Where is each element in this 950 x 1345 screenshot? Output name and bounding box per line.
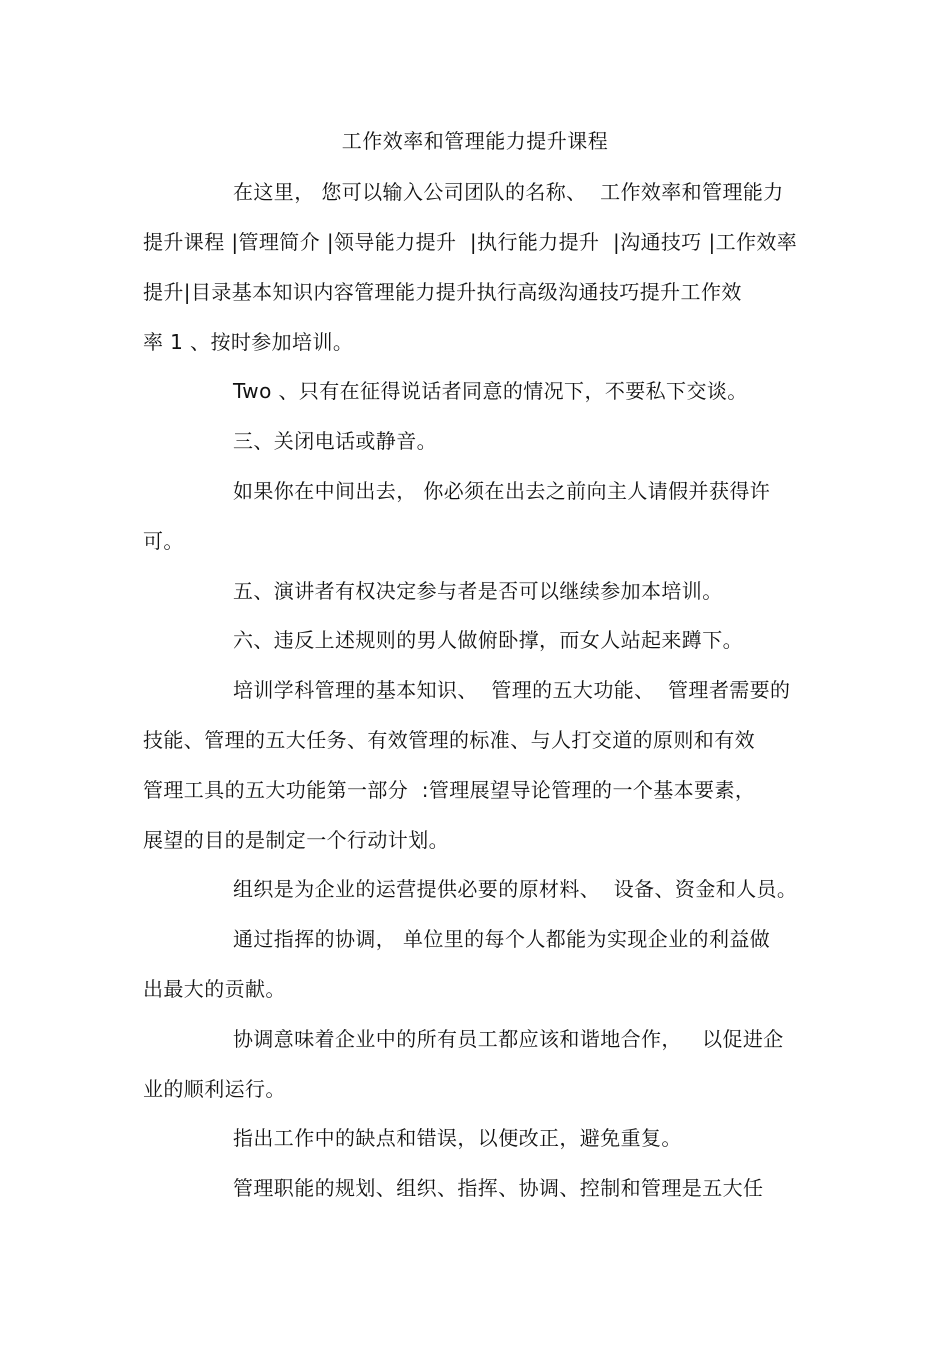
paragraph-line: 六、违反上述规则的男人做俯卧撑，而女人站起来蹲下。 bbox=[233, 628, 743, 652]
paragraph-line: 技能、管理的五大任务、有效管理的标准、与人打交道的原则和有效 bbox=[143, 728, 755, 752]
paragraph-line: 提升|目录基本知识内容管理能力提升执行高级沟通技巧提升工作效 bbox=[143, 280, 742, 304]
paragraph-line: 管理工具的五大功能第一部分 :管理展望导论管理的一个基本要素， bbox=[143, 778, 756, 802]
paragraph-line: 五、演讲者有权决定参与者是否可以继续参加本培训。 bbox=[233, 579, 723, 603]
paragraph-line: 在这里， 您可以输入公司团队的名称、 工作效率和管理能力 bbox=[233, 180, 784, 204]
paragraph-line: 业的顺利运行。 bbox=[143, 1077, 286, 1101]
paragraph-line: 率 1 、按时参加培训。 bbox=[143, 330, 354, 354]
paragraph-line: 协调意味着企业中的所有员工都应该和谐地合作， 以促进企 bbox=[233, 1027, 784, 1051]
paragraph-line: 可。 bbox=[143, 529, 184, 553]
paragraph-line: 通过指挥的协调， 单位里的每个人都能为实现企业的利益做 bbox=[233, 927, 771, 951]
paragraph-line: 组织是为企业的运营提供必要的原材料、 设备、资金和人员。 bbox=[233, 877, 798, 901]
document-title: 工作效率和管理能力提升课程 bbox=[341, 129, 609, 153]
paragraph-line: 提升课程 |管理简介 |领导能力提升 |执行能力提升 |沟通技巧 |工作效率 bbox=[143, 230, 798, 254]
paragraph-line: 三、关闭电话或静音。 bbox=[233, 429, 437, 453]
paragraph-line: 如果你在中间出去， 你必须在出去之前向主人请假并获得许 bbox=[233, 479, 771, 503]
paragraph-line: 展望的目的是制定一个行动计划。 bbox=[143, 828, 449, 852]
paragraph-line: 出最大的贡献。 bbox=[143, 977, 286, 1001]
paragraph-line: 管理职能的规划、组织、指挥、协调、控制和管理是五大任 bbox=[233, 1176, 764, 1200]
paragraph-line: 培训学科管理的基本知识、 管理的五大功能、 管理者需要的 bbox=[233, 678, 791, 702]
paragraph-line: 指出工作中的缺点和错误，以便改正，避免重复。 bbox=[233, 1126, 682, 1150]
paragraph-line: Two 、只有在征得说话者同意的情况下，不要私下交谈。 bbox=[233, 379, 748, 403]
